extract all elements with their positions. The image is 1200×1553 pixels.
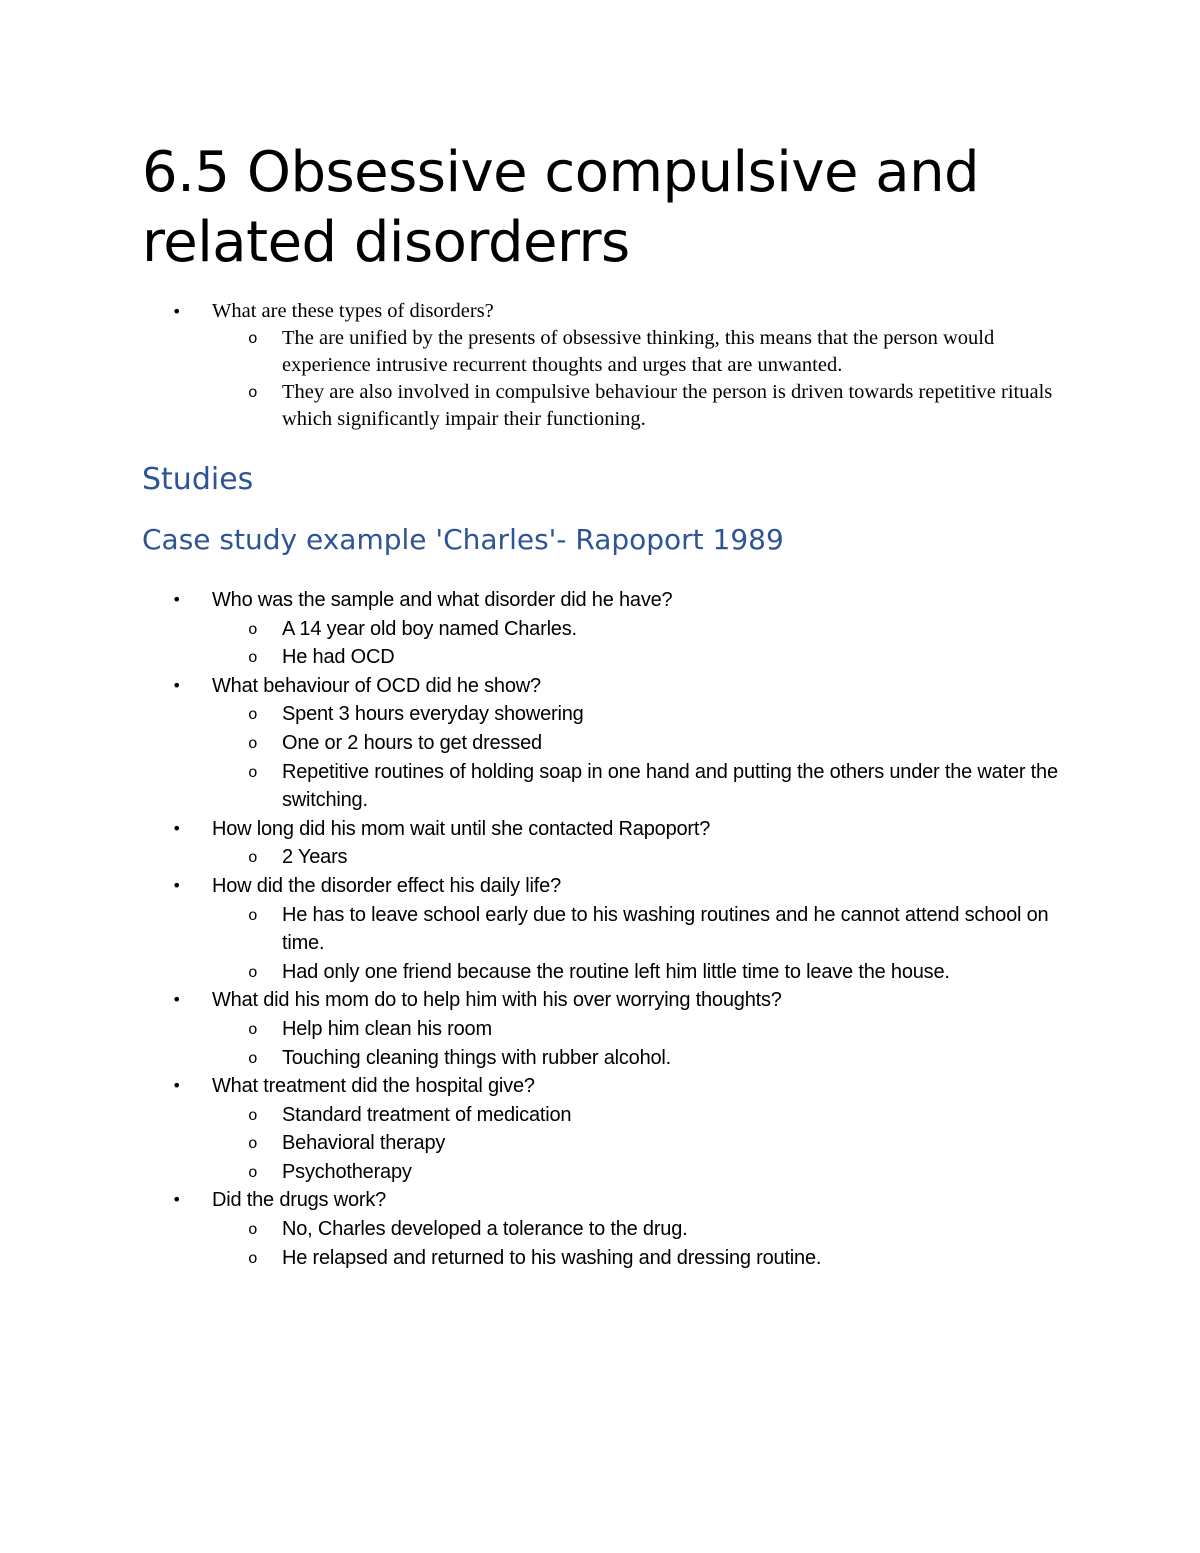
list-item — [142, 872, 1072, 986]
answer-text: He had OCD — [282, 646, 395, 669]
sub-list — [212, 901, 1072, 987]
circle-bullet-icon: o — [248, 1163, 258, 1182]
sub-list-item — [212, 1244, 1072, 1273]
sub-list-item — [212, 958, 1072, 987]
sub-list-item — [212, 1158, 1072, 1187]
sub-list-item — [212, 843, 1072, 872]
question-text: What treatment did the hospital give? — [212, 1075, 535, 1098]
list-item — [142, 672, 1072, 815]
bullet-icon: • — [172, 302, 182, 321]
sub-list — [212, 1015, 1072, 1072]
answer-text: The are unified by the presents of obsessive thinking, this means that the person would experience intrusive recurrent thoughts and urges that are unwanted. — [282, 327, 995, 376]
bullet-icon: • — [172, 1076, 182, 1096]
circle-bullet-icon: o — [248, 706, 258, 725]
sub-list — [212, 700, 1072, 814]
circle-bullet-icon: o — [248, 963, 258, 982]
list-item — [142, 586, 1072, 672]
bullet-icon: • — [172, 990, 182, 1010]
sub-list-item — [212, 1101, 1072, 1130]
question-text: What are these types of disorders? — [212, 300, 494, 322]
answer-text: No, Charles developed a tolerance to the drug. — [282, 1218, 688, 1241]
question-text: Did the drugs work? — [212, 1189, 387, 1212]
answer-text: Touching cleaning things with rubber alcohol. — [282, 1046, 672, 1069]
document-title: 6.5 Obsessive compulsive and related disorderrs — [142, 140, 980, 275]
question-text: How long did his mom wait until she contacted Rapoport? — [212, 817, 711, 840]
sub-list-item — [212, 901, 1072, 958]
bullet-list — [142, 298, 1062, 433]
sub-list-item — [212, 615, 1072, 644]
case-study-heading: Case study example 'Charles'- Rapoport 1989 — [142, 523, 784, 556]
circle-bullet-icon: o — [248, 330, 258, 348]
circle-bullet-icon: o — [248, 1221, 258, 1240]
answer-text: Psychotherapy — [282, 1160, 412, 1183]
list-item — [142, 986, 1072, 1072]
answer-text: 2 Years — [282, 846, 348, 869]
answer-text: He has to leave school early due to his washing routines and he cannot attend school on time. — [282, 903, 1049, 955]
answer-text: They are also involved in compulsive behaviour the person is driven towards repetitive rituals which significantly impair their functioning. — [282, 381, 1053, 430]
sub-list-item — [212, 1129, 1072, 1158]
bullet-icon: • — [172, 818, 182, 838]
bullet-list — [142, 586, 1072, 1272]
sub-list — [212, 615, 1072, 672]
question-text: What did his mom do to help him with his over worrying thoughts? — [212, 989, 782, 1012]
sub-list-item — [212, 1215, 1072, 1244]
sub-list-item — [212, 1015, 1072, 1044]
sub-list-item — [212, 700, 1072, 729]
sub-list — [212, 1101, 1072, 1187]
intro-list — [142, 298, 1062, 433]
circle-bullet-icon: o — [248, 1049, 258, 1068]
answer-text: Help him clean his room — [282, 1017, 492, 1040]
circle-bullet-icon: o — [248, 620, 258, 639]
sub-list-item — [212, 643, 1072, 672]
circle-bullet-icon: o — [248, 384, 258, 402]
sub-list — [212, 843, 1072, 872]
case-study-qa-list — [142, 586, 1072, 1272]
list-item — [142, 298, 1062, 433]
circle-bullet-icon: o — [248, 1249, 258, 1268]
sub-list — [212, 325, 1062, 433]
bullet-icon: • — [172, 590, 182, 609]
studies-heading: Studies — [142, 462, 254, 497]
list-item — [142, 1186, 1072, 1272]
sub-list-item — [212, 325, 1062, 379]
answer-text: He relapsed and returned to his washing and dressing routine. — [282, 1246, 822, 1269]
circle-bullet-icon: o — [248, 849, 258, 868]
list-item — [142, 815, 1072, 872]
sub-list-item — [212, 379, 1062, 433]
question-text: Who was the sample and what disorder did he have? — [212, 589, 673, 611]
circle-bullet-icon: o — [248, 1020, 258, 1039]
circle-bullet-icon: o — [248, 734, 258, 753]
answer-text: Behavioral therapy — [282, 1132, 446, 1155]
sub-list-item — [212, 729, 1072, 758]
question-text: What behaviour of OCD did he show? — [212, 674, 541, 697]
answer-text: Standard treatment of medication — [282, 1103, 572, 1126]
sub-list-item — [212, 758, 1072, 815]
answer-text: Spent 3 hours everyday showering — [282, 703, 584, 726]
circle-bullet-icon: o — [248, 649, 258, 668]
circle-bullet-icon: o — [248, 1106, 258, 1125]
list-item — [142, 1072, 1072, 1186]
bullet-icon: • — [172, 875, 182, 895]
circle-bullet-icon: o — [248, 1135, 258, 1154]
circle-bullet-icon: o — [248, 906, 258, 925]
answer-text: Repetitive routines of holding soap in one hand and putting the others under the water the switching. — [282, 760, 1058, 812]
bullet-icon: • — [172, 675, 182, 695]
sub-list-item — [212, 1044, 1072, 1073]
answer-text: Had only one friend because the routine left him little time to leave the house. — [282, 960, 950, 983]
answer-text: One or 2 hours to get dressed — [282, 731, 542, 754]
sub-list — [212, 1215, 1072, 1272]
question-text: How did the disorder effect his daily life? — [212, 874, 561, 897]
bullet-icon: • — [172, 1190, 182, 1210]
circle-bullet-icon: o — [248, 763, 258, 782]
answer-text: A 14 year old boy named Charles. — [282, 617, 577, 640]
